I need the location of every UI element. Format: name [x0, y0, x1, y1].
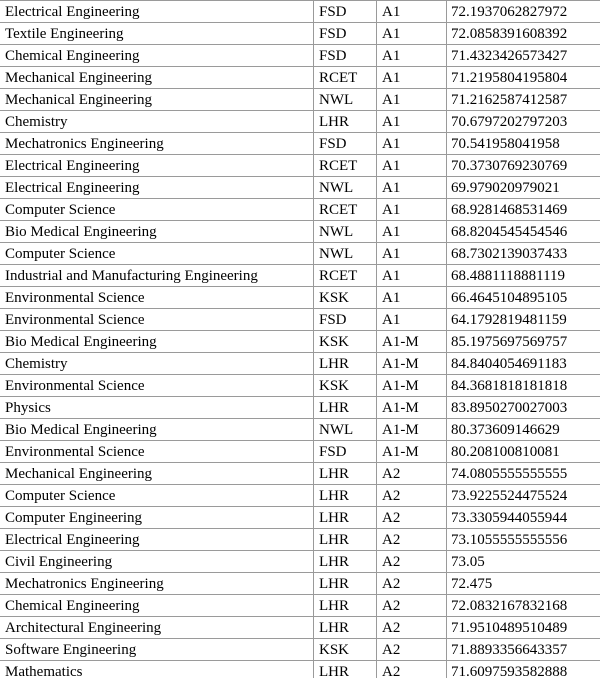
category-cell: A1-M — [377, 331, 447, 353]
campus-cell: NWL — [314, 243, 377, 265]
category-cell: A2 — [377, 661, 447, 678]
score-cell: 72.0858391608392 — [447, 23, 600, 45]
program-cell: Mechanical Engineering — [0, 463, 314, 485]
campus-cell: LHR — [314, 573, 377, 595]
category-cell: A2 — [377, 485, 447, 507]
campus-cell: RCET — [314, 67, 377, 89]
score-cell: 68.4881118881119 — [447, 265, 600, 287]
table-row — [0, 265, 600, 287]
category-cell: A1-M — [377, 353, 447, 375]
table-row — [0, 111, 600, 133]
table-row — [0, 243, 600, 265]
campus-cell: FSD — [314, 441, 377, 463]
program-cell: Electrical Engineering — [0, 177, 314, 199]
table-row — [0, 661, 600, 678]
campus-cell: KSK — [314, 375, 377, 397]
score-cell: 72.1937062827972 — [447, 1, 600, 23]
campus-cell: FSD — [314, 133, 377, 155]
category-cell: A1-M — [377, 397, 447, 419]
campus-cell: LHR — [314, 617, 377, 639]
score-cell: 74.0805555555555 — [447, 463, 600, 485]
campus-cell: KSK — [314, 287, 377, 309]
category-cell: A2 — [377, 507, 447, 529]
score-cell: 83.8950270027003 — [447, 397, 600, 419]
category-cell: A1 — [377, 221, 447, 243]
table-row — [0, 507, 600, 529]
program-cell: Industrial and Manufacturing Engineering — [0, 265, 314, 287]
program-cell: Electrical Engineering — [0, 155, 314, 177]
table-row — [0, 199, 600, 221]
score-cell: 64.1792819481159 — [447, 309, 600, 331]
category-cell: A1 — [377, 45, 447, 67]
category-cell: A1 — [377, 111, 447, 133]
table-row — [0, 177, 600, 199]
score-cell: 73.9225524475524 — [447, 485, 600, 507]
program-cell: Mechanical Engineering — [0, 67, 314, 89]
program-cell: Mathematics — [0, 661, 314, 678]
score-cell: 66.4645104895105 — [447, 287, 600, 309]
table-row — [0, 573, 600, 595]
table-row — [0, 375, 600, 397]
campus-cell: LHR — [314, 661, 377, 678]
category-cell: A1-M — [377, 375, 447, 397]
score-cell: 68.8204545454546 — [447, 221, 600, 243]
campus-cell: RCET — [314, 199, 377, 221]
score-cell: 71.8893356643357 — [447, 639, 600, 661]
program-cell: Chemistry — [0, 111, 314, 133]
campus-cell: LHR — [314, 595, 377, 617]
program-cell: Chemistry — [0, 353, 314, 375]
score-cell: 84.3681818181818 — [447, 375, 600, 397]
table-row — [0, 463, 600, 485]
program-cell: Software Engineering — [0, 639, 314, 661]
category-cell: A2 — [377, 463, 447, 485]
score-cell: 71.6097593582888 — [447, 661, 600, 678]
score-cell: 84.8404054691183 — [447, 353, 600, 375]
score-cell: 70.3730769230769 — [447, 155, 600, 177]
score-cell: 70.541958041958 — [447, 133, 600, 155]
category-cell: A2 — [377, 573, 447, 595]
score-cell: 80.208100810081 — [447, 441, 600, 463]
table-row — [0, 595, 600, 617]
category-cell: A1 — [377, 309, 447, 331]
score-cell: 73.1055555555556 — [447, 529, 600, 551]
campus-cell: LHR — [314, 507, 377, 529]
score-cell: 72.0832167832168 — [447, 595, 600, 617]
table-row — [0, 89, 600, 111]
campus-cell: LHR — [314, 463, 377, 485]
program-cell: Bio Medical Engineering — [0, 331, 314, 353]
program-cell: Electrical Engineering — [0, 529, 314, 551]
table-row — [0, 551, 600, 573]
score-cell: 68.9281468531469 — [447, 199, 600, 221]
program-cell: Computer Science — [0, 199, 314, 221]
table-row — [0, 287, 600, 309]
campus-cell: RCET — [314, 265, 377, 287]
program-cell: Bio Medical Engineering — [0, 221, 314, 243]
category-cell: A1 — [377, 89, 447, 111]
score-cell: 73.3305944055944 — [447, 507, 600, 529]
score-cell: 80.373609146629 — [447, 419, 600, 441]
campus-cell: FSD — [314, 45, 377, 67]
category-cell: A1 — [377, 199, 447, 221]
program-cell: Computer Engineering — [0, 507, 314, 529]
category-cell: A1 — [377, 133, 447, 155]
program-cell: Computer Science — [0, 485, 314, 507]
score-cell: 68.7302139037433 — [447, 243, 600, 265]
table-row — [0, 23, 600, 45]
merit-table-body — [0, 1, 600, 678]
program-cell: Environmental Science — [0, 309, 314, 331]
table-row — [0, 397, 600, 419]
table-row — [0, 485, 600, 507]
category-cell: A1 — [377, 287, 447, 309]
program-cell: Mechanical Engineering — [0, 89, 314, 111]
program-cell: Computer Science — [0, 243, 314, 265]
table-row — [0, 353, 600, 375]
score-cell: 71.2162587412587 — [447, 89, 600, 111]
program-cell: Environmental Science — [0, 441, 314, 463]
category-cell: A2 — [377, 551, 447, 573]
category-cell: A2 — [377, 529, 447, 551]
table-row — [0, 309, 600, 331]
campus-cell: FSD — [314, 23, 377, 45]
campus-cell: NWL — [314, 89, 377, 111]
category-cell: A1-M — [377, 419, 447, 441]
category-cell: A2 — [377, 617, 447, 639]
category-cell: A1 — [377, 243, 447, 265]
campus-cell: FSD — [314, 309, 377, 331]
category-cell: A1 — [377, 23, 447, 45]
program-cell: Physics — [0, 397, 314, 419]
category-cell: A1 — [377, 155, 447, 177]
program-cell: Chemical Engineering — [0, 595, 314, 617]
campus-cell: LHR — [314, 397, 377, 419]
table-row — [0, 155, 600, 177]
campus-cell: KSK — [314, 331, 377, 353]
campus-cell: LHR — [314, 529, 377, 551]
category-cell: A1 — [377, 1, 447, 23]
program-cell: Textile Engineering — [0, 23, 314, 45]
program-cell: Environmental Science — [0, 375, 314, 397]
campus-cell: NWL — [314, 419, 377, 441]
category-cell: A2 — [377, 639, 447, 661]
program-cell: Chemical Engineering — [0, 45, 314, 67]
table-row — [0, 45, 600, 67]
category-cell: A2 — [377, 595, 447, 617]
program-cell: Architectural Engineering — [0, 617, 314, 639]
score-cell: 71.2195804195804 — [447, 67, 600, 89]
table-row — [0, 331, 600, 353]
campus-cell: NWL — [314, 221, 377, 243]
table-row — [0, 419, 600, 441]
category-cell: A1 — [377, 177, 447, 199]
score-cell: 70.6797202797203 — [447, 111, 600, 133]
campus-cell: FSD — [314, 1, 377, 23]
table-row — [0, 133, 600, 155]
program-cell: Environmental Science — [0, 287, 314, 309]
campus-cell: LHR — [314, 551, 377, 573]
campus-cell: LHR — [314, 485, 377, 507]
program-cell: Electrical Engineering — [0, 1, 314, 23]
table-row — [0, 1, 600, 23]
campus-cell: KSK — [314, 639, 377, 661]
score-cell: 85.1975697569757 — [447, 331, 600, 353]
program-cell: Bio Medical Engineering — [0, 419, 314, 441]
score-cell: 73.05 — [447, 551, 600, 573]
campus-cell: NWL — [314, 177, 377, 199]
campus-cell: LHR — [314, 111, 377, 133]
program-cell: Mechatronics Engineering — [0, 573, 314, 595]
campus-cell: LHR — [314, 353, 377, 375]
table-row — [0, 67, 600, 89]
category-cell: A1 — [377, 67, 447, 89]
table-row — [0, 529, 600, 551]
campus-cell: RCET — [314, 155, 377, 177]
score-cell: 69.979020979021 — [447, 177, 600, 199]
table-row — [0, 221, 600, 243]
table-row — [0, 617, 600, 639]
score-cell: 72.475 — [447, 573, 600, 595]
program-cell: Civil Engineering — [0, 551, 314, 573]
category-cell: A1-M — [377, 441, 447, 463]
score-cell: 71.4323426573427 — [447, 45, 600, 67]
score-cell: 71.9510489510489 — [447, 617, 600, 639]
table-row — [0, 639, 600, 661]
category-cell: A1 — [377, 265, 447, 287]
program-cell: Mechatronics Engineering — [0, 133, 314, 155]
table-row — [0, 441, 600, 463]
